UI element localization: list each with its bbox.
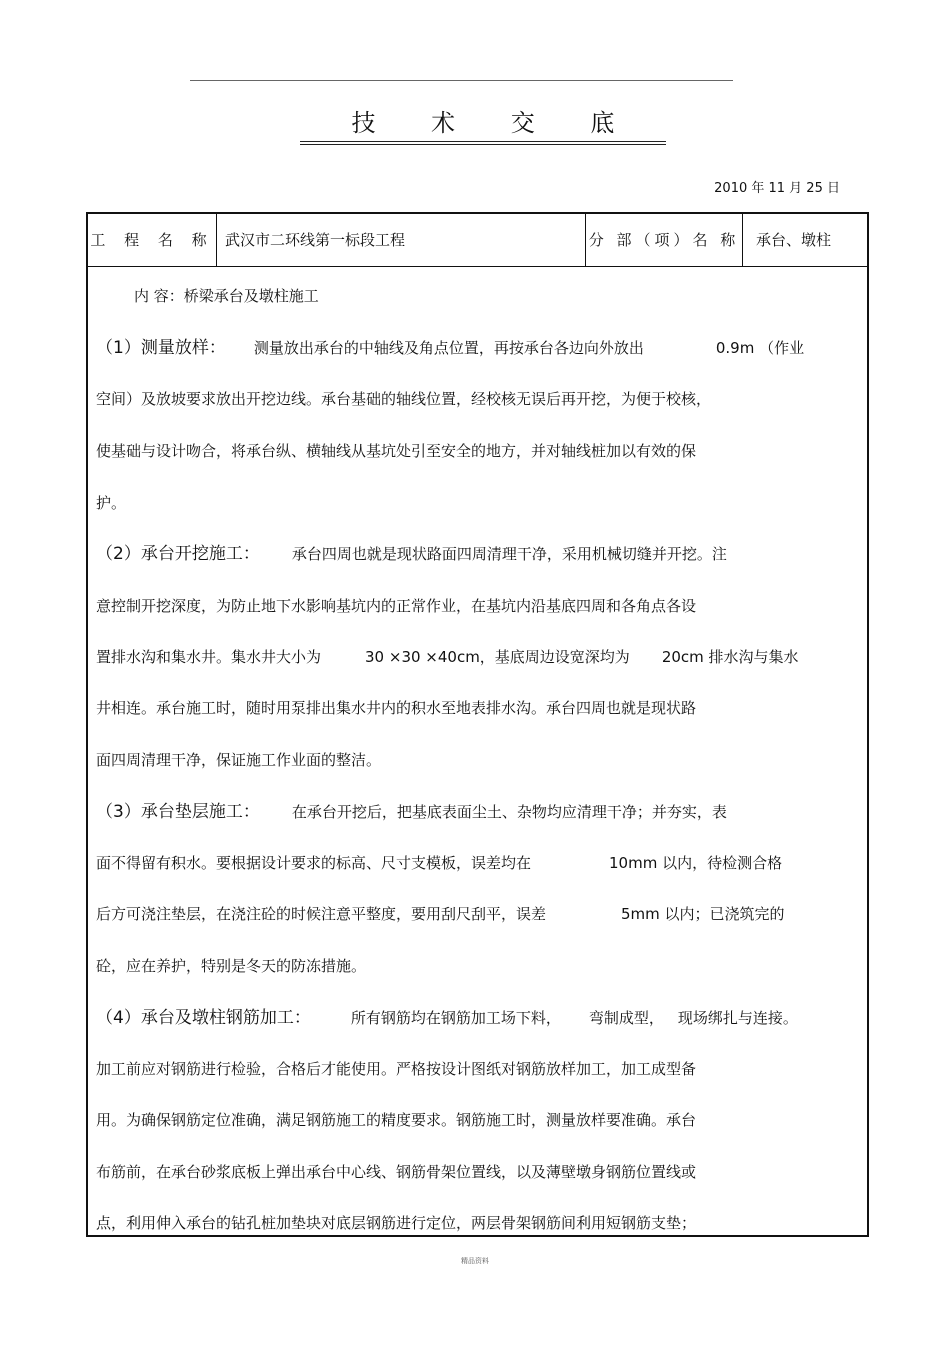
section-2-line-3b: 30 ×30 ×40cm，基底周边设宽深均为 [365,648,630,666]
division-name-value: 承台、墩柱 [756,231,832,249]
section-2-line-4: 井相连。承台施工时，随时用泵排出集水井内的积水至地表排水沟。承台四周也就是现状路 [96,699,697,717]
section-4-line-1a: 所有钢筋均在钢筋加工场下料， [350,1009,561,1027]
section-4-heading: （4）承台及墩柱钢筋加工： [96,1008,311,1028]
header-row [88,214,867,267]
project-name-value: 武汉市二环线第一标段工程 [216,214,586,266]
section-3-line-2a: 面不得留有积水。要根据设计要求的标高、尺寸支模板，误差均在 [96,854,532,872]
section-2-heading: （2）承台开挖施工： [96,544,260,564]
section-4-line-5: 点，利用伸入承台的钻孔桩加垫块对底层钢筋进行定位，两层骨架钢筋间利用短钢筋支垫； [96,1214,697,1232]
title-underline-double [300,144,666,145]
section-1-text: 测量放出承台的中轴线及角点位置，再按承台各边向外放出 [253,339,644,357]
project-name-label: 工 程 名 称 [88,214,217,266]
section-2-line-3a: 置排水沟和集水井。集水井大小为 [96,648,322,666]
section-3-line-2b: 10mm 以内，待检测合格 [609,854,783,872]
section-1-line-3: 使基础与设计吻合，将承台纵、横轴线从基坑处引至安全的地方，并对轴线桩加以有效的保 [96,442,697,460]
section-4-line-1b: 弯制成型， [588,1009,664,1027]
section-1-line-1 [96,338,866,358]
disclosure-table [86,212,869,1237]
section-3-line-3b: 5mm 以内；已浇筑完的 [621,905,785,923]
section-1-line-2: 空间）及放坡要求放出开挖边线。承台基础的轴线位置，经校核无误后再开挖，为便于校核， [96,390,712,408]
section-3-heading: （3）承台垫层施工： [96,802,260,822]
section-3-text: 在承台开挖后，把基底表面尘土、杂物均应清理干净；并夯实，表 [291,803,727,821]
section-3-line-3a: 后方可浇注垫层，在浇注砼的时候注意平整度，要用刮尺刮平，误差 [96,905,547,923]
section-2-line-3 [96,647,866,667]
division-name-label: 分 部（项）名 称 [586,214,743,266]
section-2-line-2: 意控制开挖深度，为防止地下水影响基坑内的正常作业，在基坑内沿基底四周和各角点各设 [96,597,697,615]
section-3-line-3 [96,904,866,924]
section-4-line-2: 加工前应对钢筋进行检验，合格后才能使用。严格按设计图纸对钢筋放样加工，加工成型备 [96,1060,697,1078]
section-2-line-1 [96,544,866,564]
top-rule [190,80,733,81]
section-3-line-4: 砼，应在养护，特别是冬天的防冻措施。 [96,957,367,975]
document-title: 技 术 交 底 [351,109,639,137]
section-1-value: 0.9m （作业 [715,339,805,357]
section-4-line-4: 布筋前，在承台砂浆底板上弹出承台中心线、钢筋骨架位置线，以及薄壁墩身钢筋位置线或 [96,1163,697,1181]
section-4-line-3: 用。为确保钢筋定位准确，满足钢筋施工的精度要求。钢筋施工时，测量放样要准确。承台 [96,1111,697,1129]
page-footer: 精品资料 [461,1257,489,1265]
section-2-text: 承台四周也就是现状路面四周清理干净，采用机械切缝并开挖。注 [291,545,727,563]
section-1-heading: （1）测量放样： [96,338,226,358]
title-underline [300,141,666,142]
section-3-line-1 [96,802,866,822]
section-2-line-5: 面四周清理干净，保证施工作业面的整洁。 [96,751,382,769]
section-4-line-1c: 现场绑扎与连接。 [677,1009,798,1027]
section-2-line-3c: 20cm 排水沟与集水 [661,648,799,666]
document-date: 2010 年 11 月 25 日 [714,181,840,196]
section-3-line-2 [96,853,866,873]
content-intro: 内 容：桥梁承台及墩柱施工 [134,287,319,305]
section-1-line-4: 护。 [96,494,127,512]
section-4-line-1 [96,1008,866,1028]
